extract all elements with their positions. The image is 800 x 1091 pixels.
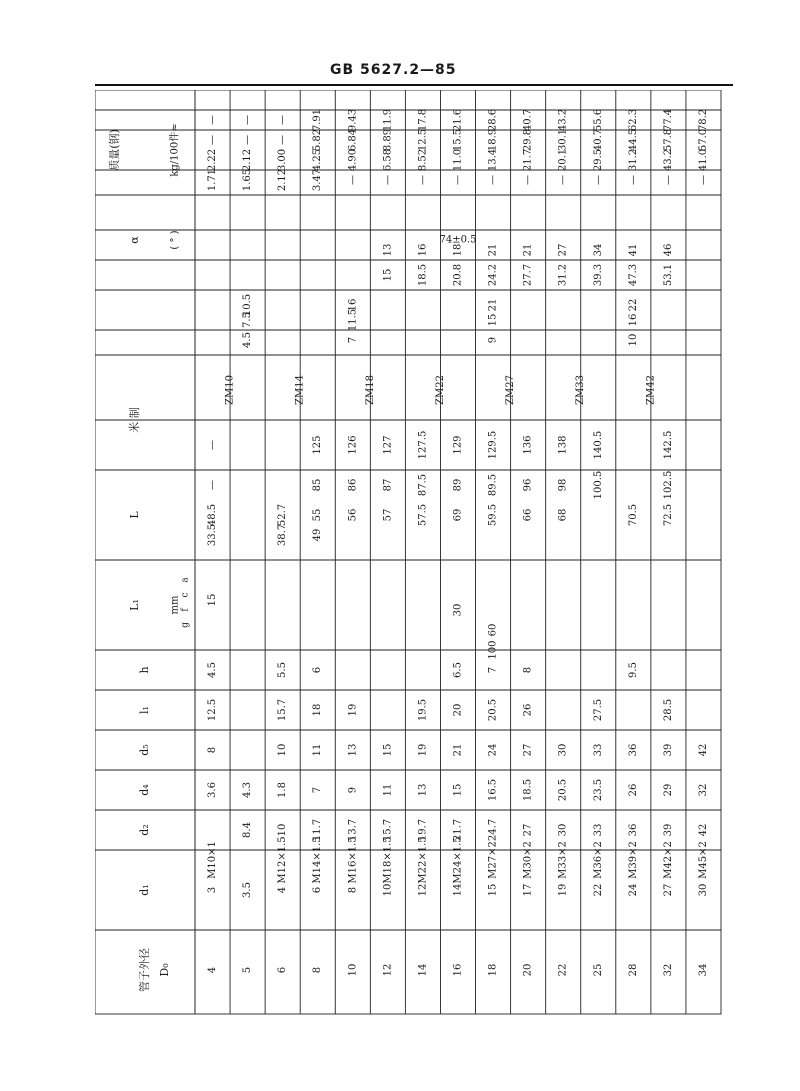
cell-d1: M16×1.5 <box>347 836 359 884</box>
cell-mass_c: 20.1 <box>557 148 569 172</box>
cell-L_c: 59.5 <box>487 503 499 527</box>
cell-l1b: 7 <box>347 336 359 344</box>
cell-mass_f: 8.89 <box>382 128 394 152</box>
cell-mass_c: 31.2 <box>627 148 639 172</box>
sub-header-a: a <box>180 577 191 583</box>
cell-mass_c: 13.4 <box>487 148 499 172</box>
cell-l2: 7.5 <box>242 312 254 328</box>
cell-l1b: 4.5 <box>242 332 254 348</box>
cell-L_c: 57.5 <box>417 503 429 527</box>
cell-l1: 19 <box>347 703 359 717</box>
cell-d0: 6 <box>312 886 324 894</box>
cell-mass_c: 3.00 <box>277 148 289 172</box>
col-header-d5: d₅ <box>138 744 151 756</box>
cell-d2: 13.7 <box>347 818 359 842</box>
sub-header-g: g <box>180 622 191 628</box>
cell-mass_c: 43.2 <box>662 148 674 172</box>
cell-d4: 26 <box>627 783 639 797</box>
cell-l1: 20 <box>452 703 464 717</box>
cell-d1: M42×2 <box>662 841 674 879</box>
standard-code: GB 5627.2—85 <box>330 62 457 78</box>
cell-d0: 3 <box>207 886 219 894</box>
cell-d2: 19.7 <box>417 818 429 842</box>
cell-mass_f: — <box>242 135 254 145</box>
cell-L_c: 72.5 <box>662 503 674 527</box>
cell-mass_c: 11.0 <box>452 148 464 172</box>
cell-d5: 15 <box>382 743 394 757</box>
cell-S: 21 <box>522 243 534 257</box>
L1-c: 30 <box>452 603 464 617</box>
cell-d2: 42 <box>697 823 709 837</box>
cell-l1: 12.5 <box>207 698 219 722</box>
cell-D0: 20 <box>522 963 534 977</box>
cell-d5: 30 <box>557 743 569 757</box>
cell-mass_f: 57.0 <box>697 128 709 152</box>
cell-d2: 30 <box>557 823 569 837</box>
cell-L_g: 126 <box>347 435 359 455</box>
cell-d5: 33 <box>592 743 604 757</box>
cell-d5: 13 <box>347 743 359 757</box>
cell-d0: 24 <box>627 883 639 897</box>
cell-d2: 39 <box>662 823 674 837</box>
col-header-d4: d₄ <box>138 784 151 796</box>
header-rule <box>95 84 733 86</box>
cell-h: 6.5 <box>452 662 464 678</box>
cell-l3: 21 <box>487 298 499 312</box>
cell-L_g: 142.5 <box>662 430 674 460</box>
cell-d0: 4 <box>277 886 289 894</box>
cell-h: 9.5 <box>627 662 639 678</box>
col-header-d1: d₁ <box>138 884 151 896</box>
cell-d2: 8.4 <box>242 822 254 838</box>
col-header-D0-sym: D₀ <box>158 963 171 977</box>
cell-S: 18 <box>452 243 464 257</box>
cell-L_f: 102.5 <box>662 470 674 500</box>
cell-mass_c: 2.22 <box>207 148 219 172</box>
cell-l1: 28.5 <box>662 698 674 722</box>
cell-d4: 23.5 <box>592 778 604 802</box>
cell-D0: 4 <box>207 966 219 974</box>
cell-d4: 15 <box>452 783 464 797</box>
cell-d2: 27 <box>522 823 534 837</box>
alpha-unit: ( ° ) <box>169 230 181 250</box>
cell-l1b: 10 <box>627 333 639 347</box>
cell-mass_g: 17.8 <box>417 108 429 132</box>
cell-mass_f: 5.82 <box>312 128 324 152</box>
cell-d1: M39×2 <box>627 841 639 879</box>
cell-l1: 18 <box>312 703 324 717</box>
cell-D0: 12 <box>382 963 394 977</box>
cell-mass_a: 1.65 <box>242 168 254 192</box>
cell-h: 5.5 <box>277 662 289 678</box>
cell-L_g: 138 <box>557 435 569 455</box>
sub-header-f: f <box>180 608 191 612</box>
cell-mass_g: 21.6 <box>452 108 464 132</box>
cell-L_c: 55 <box>312 508 324 522</box>
cell-L_f: 89 <box>452 478 464 492</box>
cell-d1: M10×1 <box>207 841 219 879</box>
cell-l1: 27.5 <box>592 698 604 722</box>
cell-L_c: 66 <box>522 508 534 522</box>
cell-L_a: 33.5 <box>207 523 219 547</box>
cell-D0: 6 <box>277 966 289 974</box>
cell-D0: 10 <box>347 963 359 977</box>
cell-mass_a: — <box>557 175 569 185</box>
cell-S: 27 <box>557 243 569 257</box>
cell-d0: 3.5 <box>242 882 254 898</box>
cell-mass_g: — <box>242 115 254 125</box>
cell-d4: 13 <box>417 783 429 797</box>
cell-e: 53.1 <box>662 263 674 287</box>
cell-L_g: 140.5 <box>592 430 604 460</box>
cell-S: 16 <box>417 243 429 257</box>
cell-mass_g: — <box>277 115 289 125</box>
cell-D0: 34 <box>697 963 709 977</box>
cell-mass_a: — <box>592 175 604 185</box>
cell-metric-d: ZM10 <box>224 375 236 405</box>
cell-e: 18.5 <box>417 263 429 287</box>
cell-mass_f: 12.5 <box>417 128 429 152</box>
cell-mass_f: 30.1 <box>557 128 569 152</box>
cell-L_f: 85 <box>312 478 324 492</box>
cell-e: 39.3 <box>592 263 604 287</box>
cell-d0: 14 <box>452 883 464 897</box>
col-header-metric: 米 制 <box>128 407 141 433</box>
cell-d1: M30×2 <box>522 841 534 879</box>
col-header-L1: L₁ <box>128 599 141 611</box>
cell-D0: 14 <box>417 963 429 977</box>
cell-D0: 32 <box>662 963 674 977</box>
cell-d1: M45×2 <box>697 841 709 879</box>
col-header-L: L <box>128 511 141 519</box>
cell-l2: 16 <box>627 313 639 327</box>
cell-d5: 21 <box>452 743 464 757</box>
cell-d0: 8 <box>347 886 359 894</box>
cell-d2: 15.7 <box>382 818 394 842</box>
cell-D0: 28 <box>627 963 639 977</box>
cell-mass_a: — <box>662 175 674 185</box>
cell-d1: M22×1.5 <box>417 836 429 884</box>
cell-l2: 11.5 <box>347 308 359 332</box>
cell-metric-d: ZM27 <box>505 375 517 405</box>
cell-h: 8 <box>522 666 534 674</box>
cell-d5: 19 <box>417 743 429 757</box>
cell-mass_f: — <box>277 135 289 145</box>
cell-mass_a: 1.71 <box>207 168 219 192</box>
col-header-alpha: α <box>128 236 141 244</box>
cell-d4: 29 <box>662 783 674 797</box>
cell-d2: 24.7 <box>487 818 499 842</box>
cell-d4: 3.6 <box>207 782 219 798</box>
cell-l2: 15 <box>487 313 499 327</box>
cell-L_c: 69 <box>452 508 464 522</box>
cell-mass_c: 2.12 <box>242 148 254 172</box>
cell-L_g: 125 <box>312 435 324 455</box>
cell-e: 15 <box>382 268 394 282</box>
col-header-h: h <box>138 666 151 674</box>
cell-d0: 10 <box>382 883 394 897</box>
cell-mass_g: 9.43 <box>347 108 359 132</box>
cell-mass_g: 11.9 <box>382 108 394 132</box>
sub-header-c: c <box>180 592 191 598</box>
cell-d4: 20.5 <box>557 778 569 802</box>
cell-L_g: 136 <box>522 435 534 455</box>
cell-e: 24.2 <box>487 263 499 287</box>
cell-d5: 42 <box>697 743 709 757</box>
cell-metric-d: ZM33 <box>575 375 587 405</box>
col-header-mass: 质量(钢) <box>108 129 121 171</box>
cell-d5: 8 <box>207 746 219 754</box>
cell-S: 21 <box>487 243 499 257</box>
L1-g: 100 <box>487 640 499 660</box>
cell-mass_a: 3.47 <box>312 168 324 192</box>
cell-D0: 8 <box>312 966 324 974</box>
cell-d0: 17 <box>522 883 534 897</box>
cell-L_c: 56 <box>347 508 359 522</box>
cell-d0: 19 <box>557 883 569 897</box>
cell-d5: 36 <box>627 743 639 757</box>
unit-label: mm <box>169 595 181 615</box>
col-header-d2: d₂ <box>138 824 151 836</box>
cell-mass_g: 28.6 <box>487 108 499 132</box>
cell-S: 41 <box>627 243 639 257</box>
cell-L_f: — <box>207 480 219 490</box>
cell-mass_a: — <box>697 175 709 185</box>
cell-metric-d: ZM18 <box>364 375 376 405</box>
cell-S: 13 <box>382 243 394 257</box>
cell-d2: 36 <box>627 823 639 837</box>
cell-d1: M12×1.5 <box>277 836 289 884</box>
cell-mass_f: 6.84 <box>347 128 359 152</box>
cell-d4: 32 <box>697 783 709 797</box>
cell-mass_c: 6.58 <box>382 148 394 172</box>
spec-table <box>95 90 733 1020</box>
cell-d2: 21.7 <box>452 818 464 842</box>
cell-d2: 10 <box>277 823 289 837</box>
cell-mass_a: — <box>382 175 394 185</box>
cell-d0: 27 <box>662 883 674 897</box>
cell-h: 4.5 <box>207 662 219 678</box>
cell-d4: 4.3 <box>242 782 254 798</box>
cell-D0: 25 <box>592 963 604 977</box>
cell-L_g: 129.5 <box>487 430 499 460</box>
cell-mass_g: 62.3 <box>627 108 639 132</box>
cell-d4: 16.5 <box>487 778 499 802</box>
cell-D0: 5 <box>242 966 254 974</box>
cell-d0: 30 <box>697 883 709 897</box>
cell-mass_f: 40.7 <box>592 128 604 152</box>
cell-l3: 16 <box>347 298 359 312</box>
cell-L_g: 129 <box>452 435 464 455</box>
cell-mass_a: — <box>627 175 639 185</box>
cell-mass_c: 29.5 <box>592 148 604 172</box>
cell-D0: 18 <box>487 963 499 977</box>
col-header-D0: 管子外径 <box>138 948 151 992</box>
cell-l1: 19.5 <box>417 698 429 722</box>
cell-S: 46 <box>662 243 674 257</box>
cell-mass_c: 21.7 <box>522 148 534 172</box>
cell-mass_g: 43.2 <box>557 108 569 132</box>
cell-D0: 22 <box>557 963 569 977</box>
cell-d4: 9 <box>347 786 359 794</box>
cell-d0: 22 <box>592 883 604 897</box>
cell-e: 20.8 <box>452 263 464 287</box>
cell-l1: 20.5 <box>487 698 499 722</box>
cell-d2: 33 <box>592 823 604 837</box>
cell-d5: 10 <box>277 743 289 757</box>
cell-mass_a: 2.12 <box>277 168 289 192</box>
cell-mass_g: — <box>207 115 219 125</box>
cell-e: 31.2 <box>557 263 569 287</box>
cell-d1: M18×1.5 <box>382 836 394 884</box>
cell-L_f: 89.5 <box>487 473 499 497</box>
cell-d5: 27 <box>522 743 534 757</box>
cell-mass_f: 57.8 <box>662 128 674 152</box>
cell-mass_f: 29.8 <box>522 128 534 152</box>
cell-h: 6 <box>312 666 324 674</box>
cell-l1: 26 <box>522 703 534 717</box>
cell-mass_c: 4.90 <box>347 148 359 172</box>
cell-l3: 10.5 <box>242 293 254 317</box>
cell-metric-d: ZM22 <box>434 375 446 405</box>
cell-L_f: 86 <box>347 478 359 492</box>
cell-d4: 18.5 <box>522 778 534 802</box>
cell-mass_f: 18.9 <box>487 128 499 152</box>
cell-mass_a: — <box>347 175 359 185</box>
cell-L_f: 87.5 <box>417 473 429 497</box>
cell-mass_a: — <box>452 175 464 185</box>
cell-e: 47.3 <box>627 263 639 287</box>
cell-d0: 15 <box>487 883 499 897</box>
cell-mass_g: 77.4 <box>662 108 674 132</box>
col-header-l1: l₁ <box>138 706 151 714</box>
cell-h: 7 <box>487 666 499 674</box>
cell-metric-d: ZM42 <box>645 375 657 405</box>
cell-d1: M24×1.5 <box>452 836 464 884</box>
cell-L_f: 100.5 <box>592 470 604 500</box>
cell-d0: 12 <box>417 883 429 897</box>
cell-d1: M27×2 <box>487 841 499 879</box>
cell-L_a: 38.7 <box>277 523 289 547</box>
cell-mass_c: 8.52 <box>417 148 429 172</box>
cell-mass_c: 41.0 <box>697 148 709 172</box>
cell-S: 34 <box>592 243 604 257</box>
cell-d1: M33×2 <box>557 841 569 879</box>
mass-unit: kg/100件≈ <box>169 123 181 177</box>
cell-d5: 24 <box>487 743 499 757</box>
cell-L_g: 127 <box>382 435 394 455</box>
cell-mass_f: — <box>207 135 219 145</box>
cell-mass_g: 7.91 <box>312 108 324 132</box>
cell-L_c: 52.7 <box>277 503 289 527</box>
cell-mass_a: — <box>487 175 499 185</box>
cell-L_c: 68 <box>557 508 569 522</box>
cell-L_c: 48.5 <box>207 503 219 527</box>
cell-d2: 11.7 <box>312 818 324 842</box>
L1-a: 15 <box>207 593 219 607</box>
cell-d1: M14×1.5 <box>312 836 324 884</box>
cell-mass_f: 15.5 <box>452 128 464 152</box>
cell-mass_f: 44.5 <box>627 128 639 152</box>
alpha-value: 74±0.5 <box>439 234 477 246</box>
cell-mass_a: — <box>522 175 534 185</box>
cell-L_c: 57 <box>382 508 394 522</box>
cell-d4: 1.8 <box>277 782 289 798</box>
cell-d5: 11 <box>312 743 324 757</box>
cell-metric-d: ZM14 <box>294 375 306 405</box>
cell-mass_c: 4.25 <box>312 148 324 172</box>
cell-l3: 22 <box>627 298 639 312</box>
cell-D0: 16 <box>452 963 464 977</box>
cell-mass_a: — <box>417 175 429 185</box>
L1-f: 60 <box>487 623 499 637</box>
cell-l1: 15.7 <box>277 698 289 722</box>
cell-d5: 39 <box>662 743 674 757</box>
cell-L_f: 98 <box>557 478 569 492</box>
cell-d4: 11 <box>382 783 394 797</box>
cell-L_c: 70.5 <box>627 503 639 527</box>
cell-L_g: — <box>207 440 219 450</box>
cell-L_a: 49 <box>312 528 324 542</box>
cell-mass_g: 55.6 <box>592 108 604 132</box>
cell-l1b: 9 <box>487 336 499 344</box>
cell-e: 27.7 <box>522 263 534 287</box>
cell-d1: M36×2 <box>592 841 604 879</box>
cell-mass_g: 40.7 <box>522 108 534 132</box>
cell-mass_g: 78.2 <box>697 108 709 132</box>
cell-L_f: 87 <box>382 478 394 492</box>
cell-L_f: 96 <box>522 478 534 492</box>
cell-d4: 7 <box>312 786 324 794</box>
cell-L_g: 127.5 <box>417 430 429 460</box>
